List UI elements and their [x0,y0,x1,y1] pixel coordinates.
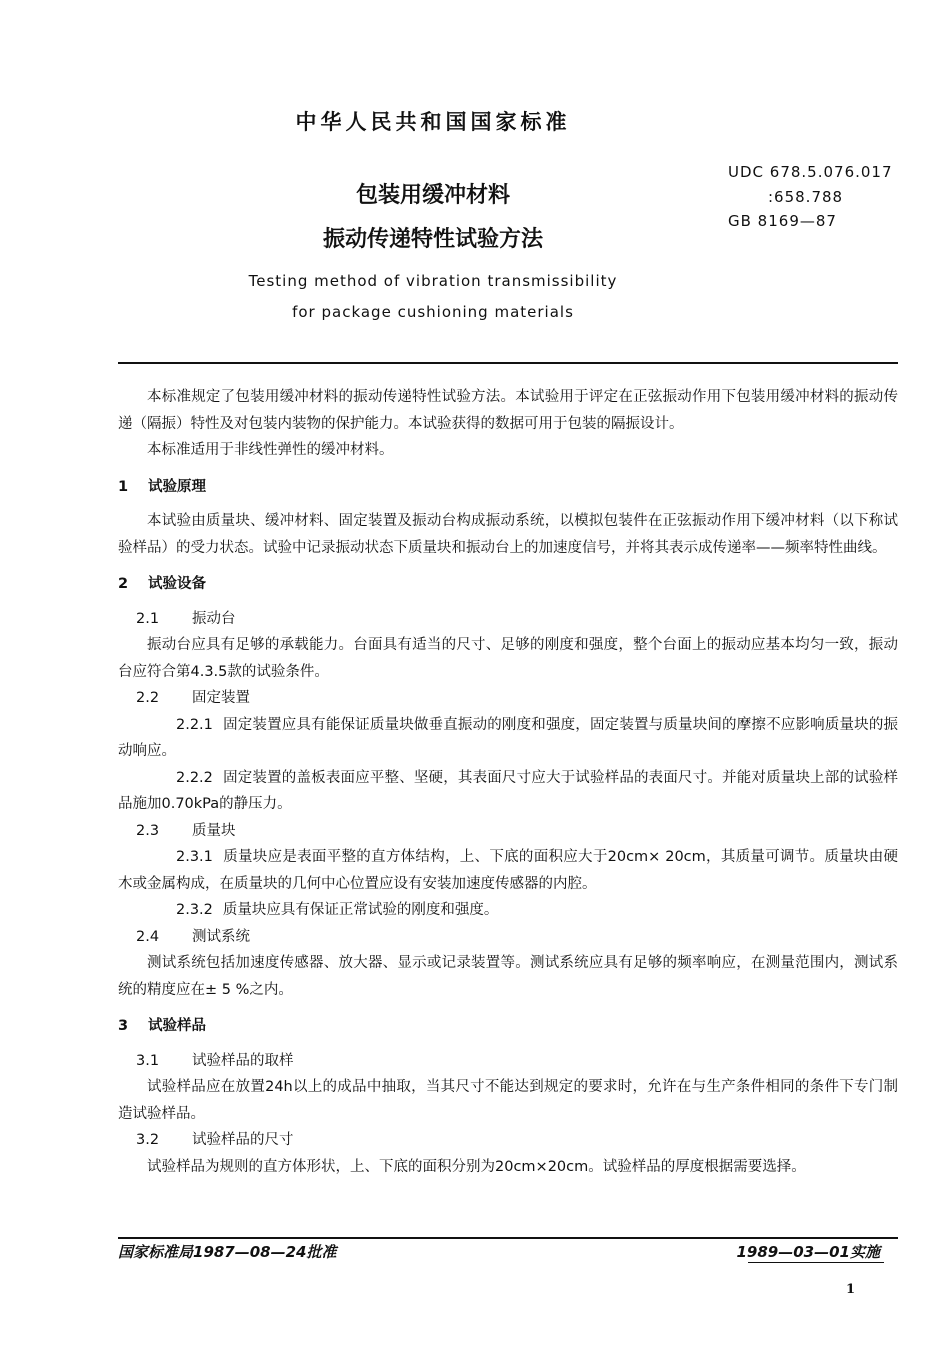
intro-paragraph-1: 本标准规定了包装用缓冲材料的振动传递特性试验方法。本试验用于评定在正弦振动作用下包装用缓冲材料的振动传递（隔振）特性及对包装内装物的保护能力。本试验获得的数据可用于包装的隔振设计。 [118,389,898,432]
subsection-heading-2-1 [118,606,898,633]
subsection-2-1-text: 振动台应具有足够的承载能力。台面具有适当的尺寸、足够的刚度和强度，整个台面上的振动应基本均匀一致，振动台应符合第4.3.5款的试验条件。 [118,637,898,680]
subsection-title: 固定装置 [192,690,250,706]
clause-text: 固定装置的盖板表面应平整、坚硬，其表面尺寸应大于试验样品的表面尺寸。并能对质量块上部的试验样品施加0.70kPa的静压力。 [118,769,898,812]
clause-2-2-2 [118,765,898,818]
clause-2-2-1 [118,712,898,765]
subsection-title: 测试系统 [192,928,250,945]
subsection-number: 3.1 [136,1052,160,1069]
subsection-2-4-text: 测试系统包括加速度传感器、放大器、显示或记录装置等。测试系统应具有足够的频率响应，在测量范围内，测试系统的精度应在± 5 %之内。 [118,955,898,998]
udc-code-line-2: :658.788 [768,188,844,206]
section-heading-3 [118,1013,898,1040]
subsection-heading-2-2 [118,685,898,712]
udc-code-line-1: UDC 678.5.076.017 [728,163,893,181]
section-1-text: 本试验由质量块、缓冲材料、固定装置及振动台构成振动系统，以模拟包装件在正弦振动作用下缓冲材料（以下称试验样品）的受力状态。试验中记录振动状态下质量块和振动台上的加速度信号，并将其表示成传递率——频率特性曲线。 [118,513,898,556]
section-heading-2 [118,571,898,598]
subsection-number: 2.1 [136,610,160,627]
header-divider [118,362,898,364]
english-title-line-1: Testing method of vibration transmissibility [248,272,618,290]
implementation-underline [748,1262,884,1263]
page-number: 1 [846,1282,856,1297]
section-title: 试验原理 [148,478,206,495]
section-title: 试验设备 [148,576,206,592]
subsection-3-2-text: 试验样品为规则的直方体形状，上、下底的面积分别为20cm×20cm。试验样品的厚度根据需要选择。 [147,1158,806,1175]
document-title-line-1: 包装用缓冲材料 [355,183,510,208]
section-heading-1 [118,474,898,501]
subsection-number: 3.2 [136,1132,160,1148]
section-number: 1 [118,478,129,495]
approval-date: 国家标准局1987—08—24批准 [118,1243,337,1261]
subsection-number: 2.4 [136,928,160,945]
clause-text: 质量块应具有保证正常试验的刚度和强度。 [222,902,499,918]
clause-number: 2.2.2 [176,769,213,786]
intro-paragraph-2: 本标准适用于非线性弹性的缓冲材料。 [147,442,394,458]
implementation-date: 1989—03—01实施 [736,1243,880,1261]
subsection-3-1-text: 试验样品应在放置24h以上的成品中抽取，当其尺寸不能达到规定的要求时，允许在与生产条件相同的条件下专门制造试验样品。 [118,1079,898,1122]
clause-number: 2.3.1 [176,849,213,865]
clause-2-3-2 [118,897,898,924]
subsection-number: 2.3 [136,822,160,839]
section-number: 3 [118,1018,129,1034]
subsection-title: 质量块 [192,822,236,839]
document-title-line-2: 振动传递特性试验方法 [322,227,543,252]
national-standard-title: 中华人民共和国国家标准 [295,110,571,134]
section-title: 试验样品 [148,1018,206,1034]
subsection-heading-2-3 [118,818,898,845]
clause-2-3-1 [118,844,898,897]
section-number: 2 [118,576,129,592]
subsection-title: 试验样品的取样 [192,1052,294,1069]
subsection-title: 试验样品的尺寸 [192,1132,294,1148]
subsection-heading-3-2 [118,1127,898,1154]
clause-number: 2.3.2 [176,902,213,918]
document-body [118,384,898,1180]
clause-text: 质量块应是表面平整的直方体结构，上、下底的面积应大于20cm× 20cm，其质量可调节。质量块由硬木或金属构成，在质量块的几何中心位置应设有安装加速度传感器的内腔。 [118,849,898,892]
subsection-heading-2-4 [118,924,898,951]
clause-text: 固定装置应具有能保证质量块做垂直振动的刚度和强度，固定装置与质量块间的摩擦不应影响质量块的振动响应。 [118,716,898,759]
english-title-line-2: for package cushioning materials [292,303,574,321]
subsection-heading-3-1 [118,1048,898,1075]
standard-number: GB 8169—87 [728,212,837,230]
footer-divider [118,1237,898,1239]
subsection-number: 2.2 [136,690,160,706]
clause-number: 2.2.1 [176,716,213,733]
subsection-title: 振动台 [192,610,236,627]
